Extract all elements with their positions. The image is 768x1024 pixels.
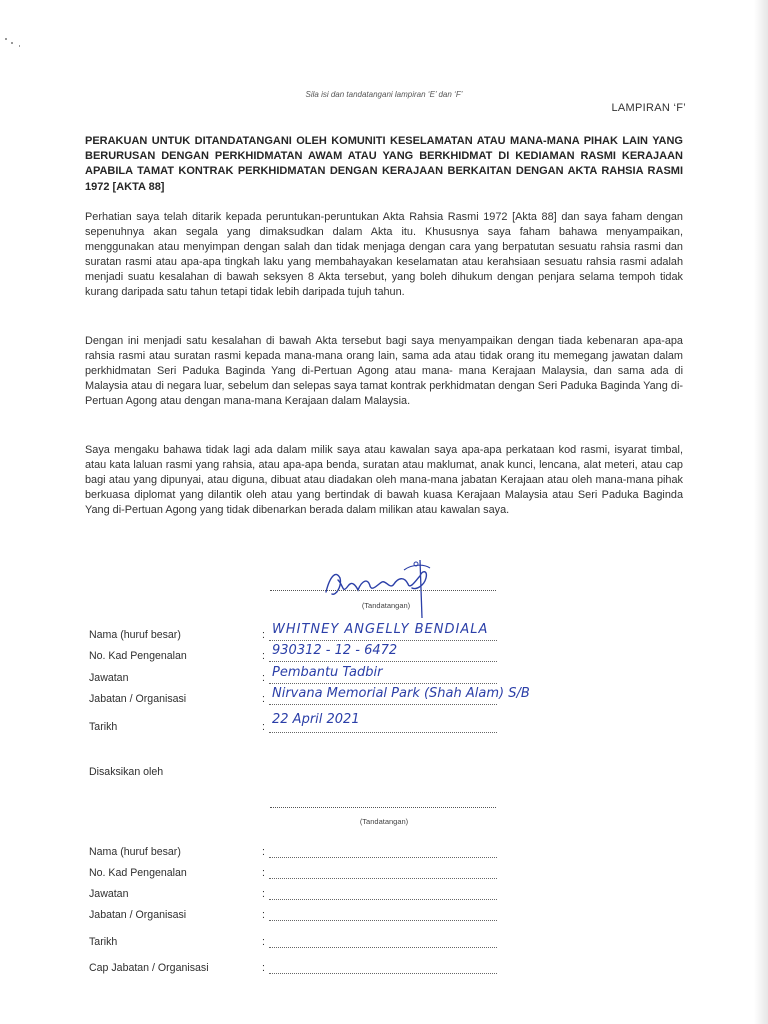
instruction-note: Sila isi dan tandatangani lampiran ‘E’ dan ‘F’ <box>305 90 463 99</box>
witness-dotted-line <box>269 878 497 879</box>
witness-dotted-line <box>269 899 497 900</box>
field-dotted-line <box>269 661 497 662</box>
witness-dotted-line <box>269 857 497 858</box>
signature-line <box>270 590 496 591</box>
field-value-name: WHITNEY ANGELLY BENDIALA <box>272 622 489 637</box>
witness-dotted-line <box>269 920 497 921</box>
paragraph-3: Saya mengaku bahawa tidak lagi ada dalam milik saya atau kawalan saya apa-apa perkataan kod rasmi, isyarat timbal, atau kata laluan rasmi yang rahsia, atau apa-apa benda, suratan atau maklumat, anak kunci, lencana, alat meteri, atau cap bagi atau yang dipunyai, atau diguna, dibuat atau diadakan oleh mana-mana jabatan Kerajaan atau oleh mana-mana pihak berkuasa diplomat yang dilantik oleh atau yang bertindak di bawah kuasa Kerajaan Malaysia atau Seri Paduka Baginda Yang di-Pertuan Agong yang tidak dibenarkan berada dalam milikan atau kawalan saya. <box>85 444 683 517</box>
document-title: PERAKUAN UNTUK DITANDATANGANI OLEH KOMUNITI KESELAMATAN ATAU MANA-MANA PIHAK LAIN YANG BERURUSAN DENGAN PERKHIDMATAN AWAM ATAU YANG BERKHIDMAT DI KEDIAMAN RASMI KERAJAAN APABILA TAMAT KONTRAK PERKHIDMATAN DENGAN KERAJAAN BERKAITAN DENGAN AKTA RAHSIA RASMI 1972 [AKTA 88] <box>85 135 683 193</box>
scan-speck <box>11 42 13 44</box>
witness-heading: Disaksikan oleh <box>89 766 164 778</box>
witness-dotted-line <box>269 947 497 948</box>
field-value-ic: 930312 - 12 - 6472 <box>272 643 398 658</box>
field-value-tarikh: 22 April 2021 <box>272 712 360 727</box>
witness-label-cap: Cap Jabatan / Organisasi <box>89 962 209 974</box>
witness-label-jabatan: Jabatan / Organisasi <box>89 909 187 921</box>
field-colon: : <box>262 672 265 684</box>
field-colon: : <box>262 867 265 879</box>
field-colon: : <box>262 962 265 974</box>
field-colon: : <box>262 650 265 662</box>
witness-label-jawatan: Jawatan <box>89 888 129 900</box>
page-edge-shadow <box>754 0 768 1024</box>
field-colon: : <box>262 693 265 705</box>
witness-dotted-line <box>269 973 497 974</box>
field-colon: : <box>262 888 265 900</box>
handwritten-signature <box>312 556 442 620</box>
scan-speck <box>5 38 7 40</box>
witness-signature-line <box>270 807 496 808</box>
field-dotted-line <box>269 732 497 733</box>
field-value-jawatan: Pembantu Tadbir <box>272 665 383 680</box>
witness-signature-caption: (Tandatangan) <box>359 817 409 826</box>
paragraph-2: Dengan ini menjadi satu kesalahan di bawah Akta tersebut bagi saya menyampaikan dengan tiada kebenaran apa-apa rahsia rasmi atau suratan rasmi kepada mana-mana orang lain, sama ada atau tidak orang itu memegang jawatan dalam perkhidmatan Seri Paduka Baginda Yang di-Pertuan Agong atau mana- mana Kerajaan Malaysia, dan sama ada di Malaysia atau di negara luar, sebelum dan selepas saya tamat kontrak perkhidmatan dengan Seri Paduka Baginda Yang di-Pertuan Agong atau dengan mana-mana Kerajaan dalam Malaysia. <box>85 335 683 408</box>
field-value-jabatan: Nirvana Memorial Park (Shah Alam) S/B <box>272 686 530 701</box>
signature-caption: (Tandatangan) <box>361 601 411 610</box>
field-label-jabatan: Jabatan / Organisasi <box>89 693 187 705</box>
field-colon: : <box>262 936 265 948</box>
field-colon: : <box>262 909 265 921</box>
field-colon: : <box>262 629 265 641</box>
witness-label-ic: No. Kad Pengenalan <box>89 867 187 879</box>
field-dotted-line <box>269 704 497 705</box>
field-dotted-line <box>269 683 497 684</box>
witness-label-name: Nama (huruf besar) <box>89 846 181 858</box>
field-label-ic: No. Kad Pengenalan <box>89 650 187 662</box>
field-colon: : <box>262 846 265 858</box>
field-colon: : <box>262 721 265 733</box>
field-label-name: Nama (huruf besar) <box>89 629 181 641</box>
paragraph-1: Perhatian saya telah ditarik kepada peruntukan-peruntukan Akta Rahsia Rasmi 1972 [Akta 88] dan saya faham dengan sepenuhnya akan segala yang dimaksudkan dalam Akta itu. Khususnya saya faham bahawa menyampaikan, menggunakan atau menyimpan dengan salah dan tidak menjaga dengan cara yang berpatutan sesuatu rahsia rasmi dan suratan rasmi atau apa-apa tingkah laku yang membahayakan keselamatan atau kerahsiaan sesuatu rahsia rasmi adalah menjadi suatu kesalahan di bawah seksyen 8 Akta tersebut, yang boleh dihukum dengan penjara selama tempoh tidak kurang daripada satu tahun tetapi tidak lebih daripada tujuh tahun. <box>85 211 683 299</box>
field-dotted-line <box>269 640 497 641</box>
field-label-tarikh: Tarikh <box>89 721 118 733</box>
scan-speck <box>19 45 20 47</box>
attachment-label: LAMPIRAN ‘F’ <box>611 102 686 114</box>
field-label-jawatan: Jawatan <box>89 672 129 684</box>
witness-label-tarikh: Tarikh <box>89 936 118 948</box>
